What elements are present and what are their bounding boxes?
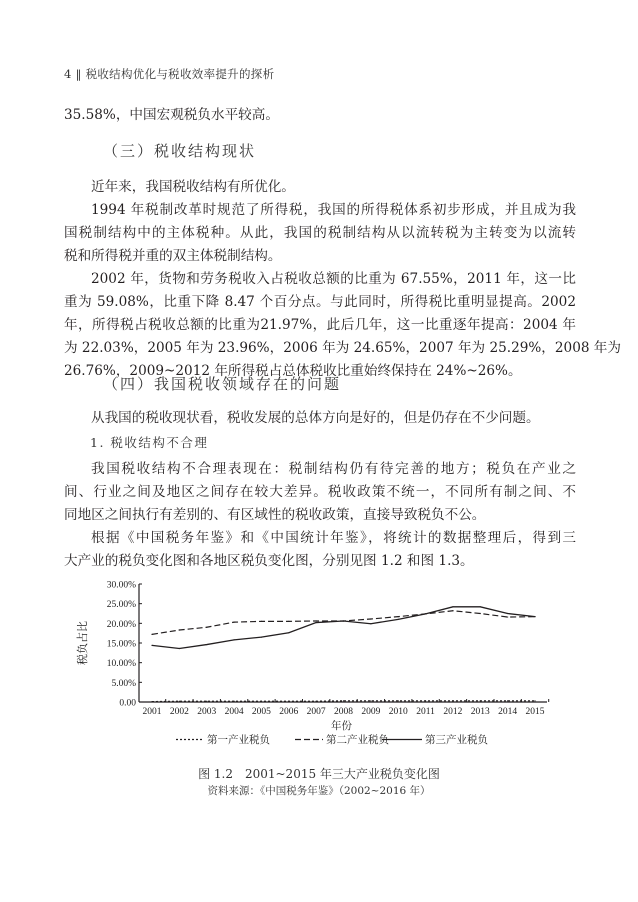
industry-tax-burden-chart [70, 572, 560, 752]
y-tick-label: 0.00 [119, 698, 136, 709]
x-tick-label: 2015 [525, 707, 545, 717]
paragraph-6-line: 大产业的税负变化图和各地区税负变化图，分别见图 1.2 和图 1.3。 [64, 553, 474, 569]
data-point [534, 700, 535, 701]
data-point [261, 637, 262, 638]
x-tick-label: 2013 [470, 707, 490, 717]
x-tick-label: 2001 [142, 707, 162, 717]
figure-source: 资料来源：《中国税务年鉴》（2002~2016 年） [207, 785, 431, 797]
data-point [452, 606, 453, 607]
data-point [206, 644, 207, 645]
data-point [370, 623, 371, 624]
running-header: 4 ‖ 税收结构优化与税收效率提升的探析 [64, 67, 275, 81]
data-point [206, 701, 207, 702]
x-tick-label: 2011 [416, 707, 435, 717]
paragraph-4: 从我国的税收现状看，税收发展的总体方向是好的，但是仍存在不少问题。 [91, 410, 540, 426]
paragraph-3-line: 2002 年，货物和劳务税收入占税收总额的比重为 67.55%，2011 年，这一比 [91, 271, 576, 287]
data-point [316, 622, 317, 623]
data-point [233, 622, 234, 623]
x-tick-label: 2014 [498, 707, 518, 717]
x-tick-label: 2003 [197, 707, 217, 717]
y-tick-label: 20.00% [106, 619, 136, 630]
paragraph-2-line: 税和所得税并重的双主体税制结构。 [64, 248, 282, 264]
data-point [261, 621, 262, 622]
y-tick-label: 10.00% [106, 659, 136, 670]
x-axis-label: 年份 [331, 721, 352, 732]
data-point [343, 700, 344, 701]
x-tick-label: 2005 [251, 707, 271, 717]
data-point [179, 648, 180, 649]
data-point [480, 606, 481, 607]
x-tick-label: 2002 [169, 707, 189, 717]
data-point [179, 629, 180, 630]
paragraph-5-line: 间、行业之间及地区之间存在较大差异。税收政策不统一，不同所有制之间、不 [64, 484, 576, 500]
x-tick-label: 2008 [334, 707, 353, 717]
paragraph-5-line: 我国税收结构不合理表现在：税制结构仍有待完善的地方；税负在产业之 [91, 461, 576, 477]
data-point [288, 701, 289, 702]
y-tick-label: 15.00% [106, 639, 136, 650]
y-axis-label: 税负占比 [77, 621, 89, 665]
data-point [452, 610, 453, 611]
section-3-heading: （三）税收结构现状 [103, 142, 257, 160]
data-point [288, 632, 289, 633]
x-tick-label: 2012 [443, 707, 463, 717]
data-point [480, 613, 481, 614]
x-tick-label: 2009 [361, 707, 381, 717]
paragraph-3-line: 重为 59.08%，比重下降 8.47 个百分点。与此同时，所得税比重明显提高。2002 [64, 294, 576, 310]
x-tick-label: 2007 [306, 707, 326, 717]
paragraph-6 [64, 527, 576, 573]
data-point [480, 700, 481, 701]
data-point [151, 634, 152, 635]
series-line-2 [152, 611, 535, 635]
paragraph-3-line: 26.76%，2009~2012 年所得税占总体税收比重始终保持在 24%~26%。 [64, 363, 522, 379]
chart-legend [176, 733, 488, 746]
data-point [316, 620, 317, 621]
data-point [151, 645, 152, 646]
data-point [534, 616, 535, 617]
paragraph-2 [64, 199, 576, 268]
paragraph-3-line: 年，所得税占税收总额的比重为21.97%，此后几年，这一比重逐年提高：2004 年 [64, 317, 576, 333]
subsection-1-heading: 1. 税收结构不合理 [90, 435, 209, 450]
data-point [179, 701, 180, 702]
data-point [151, 701, 152, 702]
data-point [452, 700, 453, 701]
data-point [398, 700, 399, 701]
legend-label-1: 第一产业税负 [207, 735, 270, 746]
data-point [261, 701, 262, 702]
legend-label-3: 第三产业税负 [425, 735, 488, 746]
data-point [233, 639, 234, 640]
data-point [370, 618, 371, 619]
x-tick-label: 2006 [279, 707, 299, 717]
y-tick-label: 5.00% [111, 678, 136, 689]
x-tick-label: 2010 [388, 707, 408, 717]
paragraph-0: 35.58%，中国宏观税负水平较高。 [64, 107, 279, 123]
data-point [316, 701, 317, 702]
data-point [507, 700, 508, 701]
data-point [398, 619, 399, 620]
section-4-heading: （四）我国税收领域存在的问题 [103, 375, 342, 393]
data-point [425, 700, 426, 701]
figure-caption: 图 1.2 2001~2015 年三大产业税负变化图 [198, 767, 440, 781]
paragraph-1: 近年来，我国税收结构有所优化。 [91, 179, 295, 195]
paragraph-2-line: 国税制结构中的主体税种。从此，我国的税制结构从以流转税为主转变为以流转 [64, 225, 576, 241]
data-point [425, 613, 426, 614]
data-point [288, 621, 289, 622]
paragraph-5-line: 同地区之间执行有差别的、有区域性的税收政策，直接导致税负不公。 [64, 507, 486, 523]
y-tick-label: 25.00% [106, 600, 136, 611]
paragraph-2-line: 1994 年税制改革时规范了所得税，我国的所得税体系初步形成，并且成为我 [91, 202, 576, 218]
paragraph-3-line: 为 22.03%，2005 年为 23.96%，2006 年为 24.65%，2007 年为 25.29%，2008 年为 [64, 340, 621, 356]
data-point [507, 616, 508, 617]
data-point [507, 613, 508, 614]
paragraph-6-line: 根据《中国税务年鉴》和《中国统计年鉴》，将统计的数据整理后，得到三 [91, 530, 576, 546]
paragraph-3 [64, 268, 621, 383]
chart-series [151, 606, 535, 702]
legend-label-2: 第二产业税负 [326, 735, 389, 746]
x-tick-label: 2004 [224, 707, 244, 717]
y-tick-label: 30.00% [106, 580, 136, 591]
data-point [343, 620, 344, 621]
data-point [370, 700, 371, 701]
data-point [206, 627, 207, 628]
paragraph-5 [64, 458, 576, 527]
data-point [398, 616, 399, 617]
y-axis-ticks [107, 581, 142, 709]
data-point [233, 701, 234, 702]
